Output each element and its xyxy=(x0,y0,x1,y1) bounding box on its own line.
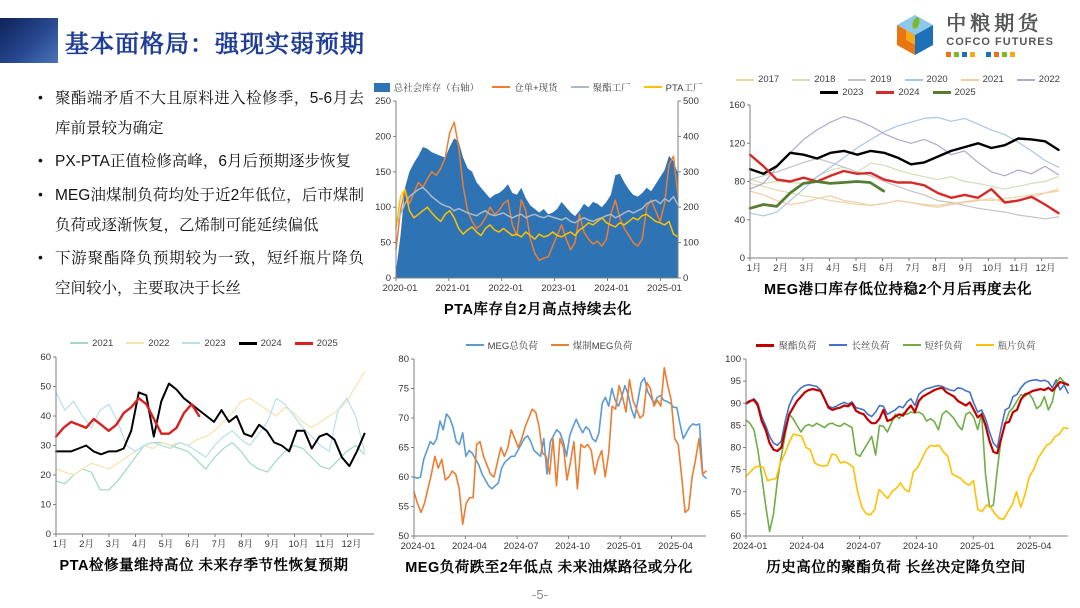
svg-text:55: 55 xyxy=(398,501,409,513)
chart-legend xyxy=(716,338,1076,352)
legend-label: 2018 xyxy=(814,74,836,85)
legend-swatch xyxy=(551,344,569,346)
svg-text:8月: 8月 xyxy=(932,263,947,274)
legend-item xyxy=(905,74,948,85)
legend-label: 聚酯工厂 xyxy=(592,83,631,94)
legend-item xyxy=(644,80,703,94)
legend-item xyxy=(736,74,779,85)
svg-text:9月: 9月 xyxy=(958,263,974,274)
svg-text:1月: 1月 xyxy=(746,263,762,274)
svg-text:100: 100 xyxy=(375,202,391,214)
svg-text:5月: 5月 xyxy=(158,539,174,550)
chart-meg-port-inventory xyxy=(720,74,1076,299)
svg-text:200: 200 xyxy=(375,131,391,143)
legend-label: 2019 xyxy=(870,74,892,85)
legend-swatch xyxy=(644,86,662,88)
legend-swatch xyxy=(756,344,774,347)
legend-label: 2022 xyxy=(148,337,170,349)
legend-item xyxy=(961,74,1004,85)
svg-text:50: 50 xyxy=(398,531,409,542)
svg-text:2025-01: 2025-01 xyxy=(606,541,642,552)
legend-item xyxy=(820,87,863,98)
legend-item xyxy=(239,338,282,349)
svg-text:250: 250 xyxy=(375,96,391,107)
svg-text:9月: 9月 xyxy=(264,539,280,550)
chart-canvas xyxy=(720,99,1076,275)
legend-swatch xyxy=(905,79,923,81)
legend-label: 2022 xyxy=(1038,74,1060,85)
svg-text:80: 80 xyxy=(730,442,741,454)
legend-swatch xyxy=(571,86,589,88)
legend-swatch xyxy=(492,86,510,88)
legend-swatch xyxy=(976,344,994,346)
legend-item xyxy=(466,338,538,352)
svg-text:10月: 10月 xyxy=(982,263,1003,274)
chart-caption: 历史高位的聚酯负荷 长丝决定降负空间 xyxy=(766,560,1026,576)
svg-text:2月: 2月 xyxy=(79,539,94,550)
svg-text:150: 150 xyxy=(375,166,391,178)
chart-pta-inventory xyxy=(366,80,710,319)
legend-item xyxy=(756,338,816,352)
legend-item xyxy=(492,80,558,94)
chart-canvas xyxy=(366,95,710,295)
chart-polyester-load xyxy=(716,338,1076,577)
legend-swatch xyxy=(126,342,144,344)
svg-text:11月: 11月 xyxy=(315,539,335,550)
svg-text:2025-04: 2025-04 xyxy=(658,541,693,552)
svg-text:0: 0 xyxy=(385,273,391,284)
svg-text:12月: 12月 xyxy=(1035,263,1056,274)
svg-text:1月: 1月 xyxy=(52,539,68,550)
chart-caption: MEG负荷跌至2年低点 未来油煤路径或分化 xyxy=(405,560,693,576)
svg-text:8月: 8月 xyxy=(238,539,253,550)
legend-item xyxy=(903,338,963,352)
chart-caption: PTA库存自2月高点持续去化 xyxy=(444,302,632,318)
legend-label: 短纤负荷 xyxy=(924,341,963,352)
svg-text:10月: 10月 xyxy=(288,539,309,550)
svg-text:4月: 4月 xyxy=(826,263,841,274)
bullet-point: • PX-PTA正值检修高峰，6月后预期逐步恢复 xyxy=(38,147,364,177)
svg-text:80: 80 xyxy=(734,176,745,188)
legend-label: PTA工厂 xyxy=(665,83,703,94)
legend-item xyxy=(876,87,919,98)
legend-item xyxy=(295,338,338,349)
svg-text:80: 80 xyxy=(398,354,409,365)
legend-swatch xyxy=(961,79,979,81)
svg-text:2月: 2月 xyxy=(773,263,788,274)
legend-item xyxy=(829,338,889,352)
svg-text:6月: 6月 xyxy=(879,263,894,274)
svg-text:40: 40 xyxy=(734,214,745,226)
page-number: -5- xyxy=(532,587,548,602)
svg-text:2023-01: 2023-01 xyxy=(541,283,577,294)
legend-item xyxy=(976,338,1036,352)
legend-item xyxy=(374,80,480,94)
legend-item xyxy=(1017,74,1060,85)
svg-text:6月: 6月 xyxy=(185,539,200,550)
legend-swatch xyxy=(182,342,200,344)
svg-text:75: 75 xyxy=(398,383,409,395)
logo-text xyxy=(946,13,1054,57)
svg-text:2024-01: 2024-01 xyxy=(732,541,768,552)
svg-text:2022-01: 2022-01 xyxy=(488,283,524,294)
bullet-point: • 聚酯端矛盾不大且原料进入检修季，5-6月去库前景较为确定 xyxy=(38,84,364,144)
chart-meg-load xyxy=(384,338,714,577)
svg-text:20: 20 xyxy=(40,470,51,481)
legend-label: 2020 xyxy=(926,74,948,85)
chart-legend xyxy=(720,74,1076,98)
legend-swatch xyxy=(374,83,390,92)
logo-company-name: 中粮期货 xyxy=(946,13,1043,36)
legend-label: 总社会库存（右轴） xyxy=(393,83,480,94)
svg-text:65: 65 xyxy=(730,508,741,520)
svg-text:2024-04: 2024-04 xyxy=(451,541,487,552)
legend-swatch xyxy=(829,344,847,346)
svg-text:500: 500 xyxy=(683,96,699,107)
legend-swatch xyxy=(820,91,838,94)
legend-label: 聚酯负荷 xyxy=(778,341,817,352)
svg-text:0: 0 xyxy=(739,253,745,264)
legend-swatch xyxy=(876,91,894,94)
page-title: 基本面格局：强现实弱预期 xyxy=(65,31,365,58)
legend-swatch xyxy=(466,344,484,346)
legend-label: 瓶片负荷 xyxy=(997,341,1036,352)
legend-label: 2023 xyxy=(842,87,864,98)
svg-text:95: 95 xyxy=(730,376,741,388)
svg-text:4月: 4月 xyxy=(132,539,147,550)
svg-text:2024-07: 2024-07 xyxy=(503,541,539,552)
logo-company-name-en: COFCO FUTURES xyxy=(946,36,1054,49)
legend-label: 2017 xyxy=(758,74,780,85)
legend-item xyxy=(126,338,169,349)
cofco-logo xyxy=(892,12,1054,58)
legend-swatch xyxy=(903,344,921,346)
svg-text:0: 0 xyxy=(683,273,689,284)
legend-label: 2023 xyxy=(204,337,226,349)
svg-text:85: 85 xyxy=(730,420,741,432)
svg-text:2024-10: 2024-10 xyxy=(555,541,590,552)
svg-text:0: 0 xyxy=(45,529,51,540)
svg-text:3月: 3月 xyxy=(105,539,121,550)
legend-item xyxy=(792,74,835,85)
svg-text:65: 65 xyxy=(398,442,409,454)
bullet-point: • 下游聚酯降负预期较为一致，短纤瓶片降负空间较小，主要取决于长丝 xyxy=(38,244,364,304)
chart-canvas xyxy=(384,353,714,553)
legend-item xyxy=(848,74,891,85)
legend-item xyxy=(70,338,113,349)
legend-label: 2024 xyxy=(260,337,282,349)
svg-text:70: 70 xyxy=(398,413,409,424)
svg-text:2025-04: 2025-04 xyxy=(1016,541,1052,552)
legend-swatch xyxy=(70,342,88,344)
bullet-point: • MEG油煤制负荷均处于近2年低位，后市煤制负荷或逐渐恢复，乙烯制可能延续偏低 xyxy=(38,181,364,241)
svg-text:2020-01: 2020-01 xyxy=(382,283,418,294)
cofco-cube-icon xyxy=(892,12,938,58)
legend-item xyxy=(571,80,631,94)
svg-text:2024-04: 2024-04 xyxy=(789,541,825,552)
legend-label: 仓单+现货 xyxy=(514,83,558,94)
legend-swatch xyxy=(933,91,951,94)
chart-legend xyxy=(366,80,710,94)
legend-label: MEG总负荷 xyxy=(487,341,538,352)
svg-text:7月: 7月 xyxy=(211,539,227,550)
chart-canvas xyxy=(26,351,382,551)
svg-text:2025-01: 2025-01 xyxy=(959,541,995,552)
legend-label: 2024 xyxy=(898,87,920,98)
svg-text:70: 70 xyxy=(730,486,741,498)
chart-canvas xyxy=(716,353,1076,553)
legend-label: 2025 xyxy=(316,337,338,349)
svg-text:30: 30 xyxy=(40,440,51,452)
svg-text:160: 160 xyxy=(729,100,745,111)
chart-legend xyxy=(26,336,382,350)
legend-swatch xyxy=(792,79,810,81)
key-points-list xyxy=(38,84,364,308)
legend-item xyxy=(182,338,225,349)
svg-text:400: 400 xyxy=(683,131,699,143)
legend-label: 2025 xyxy=(954,87,976,98)
legend-swatch xyxy=(736,79,754,81)
svg-text:7月: 7月 xyxy=(905,263,921,274)
chart-pta-maintenance xyxy=(26,336,382,575)
svg-text:2024-07: 2024-07 xyxy=(846,541,882,552)
svg-text:100: 100 xyxy=(725,354,741,365)
legend-swatch xyxy=(848,79,866,81)
legend-item xyxy=(551,338,633,352)
svg-text:2025-01: 2025-01 xyxy=(646,283,682,294)
svg-text:60: 60 xyxy=(398,472,409,483)
legend-label: 煤制MEG负荷 xyxy=(572,341,633,352)
svg-text:100: 100 xyxy=(683,237,699,249)
svg-text:2024-01: 2024-01 xyxy=(400,541,436,552)
legend-label: 2021 xyxy=(982,74,1004,85)
svg-text:5月: 5月 xyxy=(852,263,868,274)
legend-swatch xyxy=(239,342,257,345)
svg-text:120: 120 xyxy=(729,138,745,150)
svg-text:60: 60 xyxy=(730,531,741,542)
legend-swatch xyxy=(1017,79,1035,81)
svg-text:50: 50 xyxy=(380,237,391,249)
svg-text:2024-01: 2024-01 xyxy=(594,283,629,294)
svg-text:11月: 11月 xyxy=(1009,263,1029,274)
chart-caption: PTA检修量维持高位 未来存季节性恢复预期 xyxy=(59,558,349,574)
svg-text:3月: 3月 xyxy=(799,263,815,274)
svg-text:200: 200 xyxy=(683,202,699,214)
svg-text:2024-10: 2024-10 xyxy=(902,541,938,552)
svg-text:75: 75 xyxy=(730,464,741,476)
svg-text:12月: 12月 xyxy=(341,539,362,550)
svg-text:10: 10 xyxy=(40,499,51,511)
legend-swatch xyxy=(295,342,313,345)
svg-text:40: 40 xyxy=(40,411,51,422)
svg-text:2021-01: 2021-01 xyxy=(435,283,471,294)
logo-tagline-decoration xyxy=(946,52,1054,57)
svg-text:60: 60 xyxy=(40,352,51,363)
chart-caption: MEG港口库存低位持稳2个月后再度去化 xyxy=(763,282,1033,298)
legend-label: 2021 xyxy=(92,337,114,349)
svg-text:300: 300 xyxy=(683,166,699,178)
chart-legend xyxy=(384,338,714,352)
legend-item xyxy=(933,87,976,98)
svg-text:50: 50 xyxy=(40,381,51,393)
header-accent-block xyxy=(0,18,58,63)
legend-label: 长丝负荷 xyxy=(851,341,890,352)
svg-text:90: 90 xyxy=(730,398,741,410)
